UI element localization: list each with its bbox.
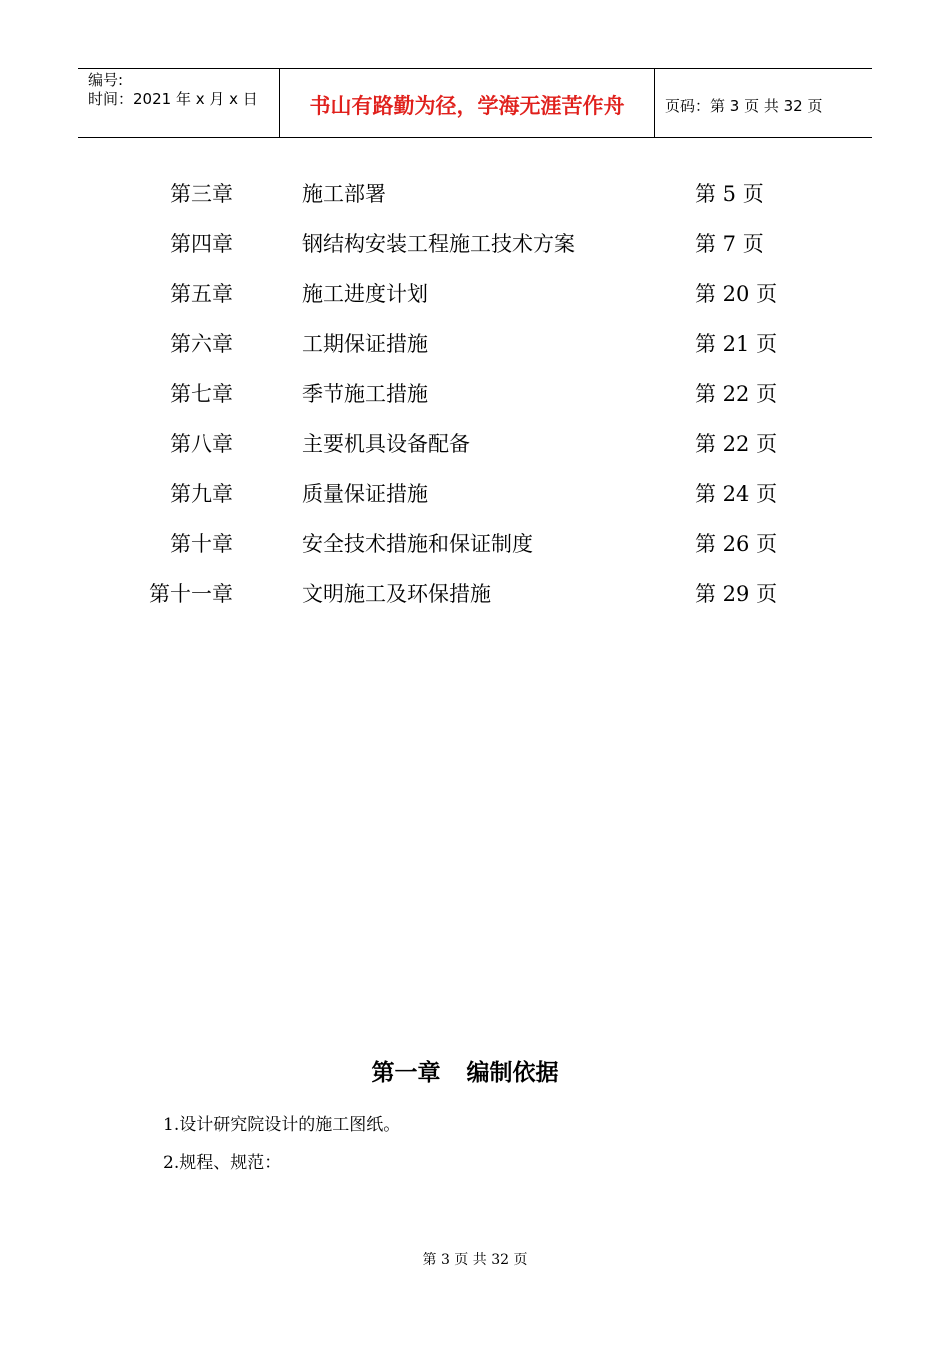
toc-chapter: 第九章 (170, 482, 233, 506)
toc-chapter: 第七章 (170, 382, 233, 406)
toc-chapter: 第十章 (170, 532, 233, 556)
toc-chapter: 第十一章 (149, 582, 233, 606)
toc-chapter: 第五章 (170, 282, 233, 306)
toc-title: 施工部署 (302, 182, 386, 206)
header-page-cell (655, 69, 872, 137)
toc-chapter: 第六章 (170, 332, 233, 356)
toc-page: 第 24 页 (695, 482, 778, 506)
section-heading (0, 1054, 930, 1087)
toc-row (0, 528, 950, 578)
toc-page: 第 29 页 (695, 582, 778, 606)
page-footer (0, 1249, 950, 1269)
toc-chapter: 第三章 (170, 182, 233, 206)
toc-row (0, 228, 950, 278)
section-item: 2.规程、规范： (163, 1153, 282, 1173)
header-page-info: 页码：第 3 页 共 32 页 (665, 96, 823, 115)
toc-page: 第 21 页 (695, 332, 778, 356)
toc-page: 第 22 页 (695, 432, 778, 456)
toc-row (0, 278, 950, 328)
toc-title: 施工进度计划 (302, 282, 428, 306)
toc-chapter: 第八章 (170, 432, 233, 456)
toc-title: 文明施工及环保措施 (302, 582, 491, 606)
toc-title: 安全技术措施和保证制度 (302, 532, 533, 556)
toc-title: 钢结构安装工程施工技术方案 (302, 232, 575, 256)
toc-title: 工期保证措施 (302, 332, 428, 356)
header-number-label: 编号: (88, 71, 124, 89)
section-title: 编制依据 (466, 1060, 559, 1086)
header-motto-cell (280, 69, 655, 137)
toc-row (0, 328, 950, 378)
toc-title: 季节施工措施 (302, 382, 428, 406)
header-meta (78, 69, 280, 137)
header-time-label: 时间：2021 年 x 月 x 日 (88, 90, 258, 108)
toc-page: 第 20 页 (695, 282, 778, 306)
section-item: 1.设计研究院设计的施工图纸。 (163, 1115, 401, 1135)
toc-chapter: 第四章 (170, 232, 233, 256)
toc-page: 第 22 页 (695, 382, 778, 406)
header-motto: 书山有路勤为径，学海无涯苦作舟 (309, 94, 625, 118)
toc-title: 主要机具设备配备 (302, 432, 470, 456)
toc-title: 质量保证措施 (302, 482, 428, 506)
toc-row (0, 428, 950, 478)
toc-row (0, 478, 950, 528)
toc-row (0, 578, 950, 628)
page-header (78, 68, 872, 138)
toc-page: 第 26 页 (695, 532, 778, 556)
toc-row (0, 378, 950, 428)
toc-row (0, 178, 950, 228)
footer-page-text: 第 3 页 共 32 页 (422, 1252, 528, 1268)
table-of-contents (0, 178, 950, 628)
section-chapter: 第一章 (371, 1060, 441, 1086)
toc-page: 第 5 页 (695, 182, 764, 206)
toc-page: 第 7 页 (695, 232, 764, 256)
